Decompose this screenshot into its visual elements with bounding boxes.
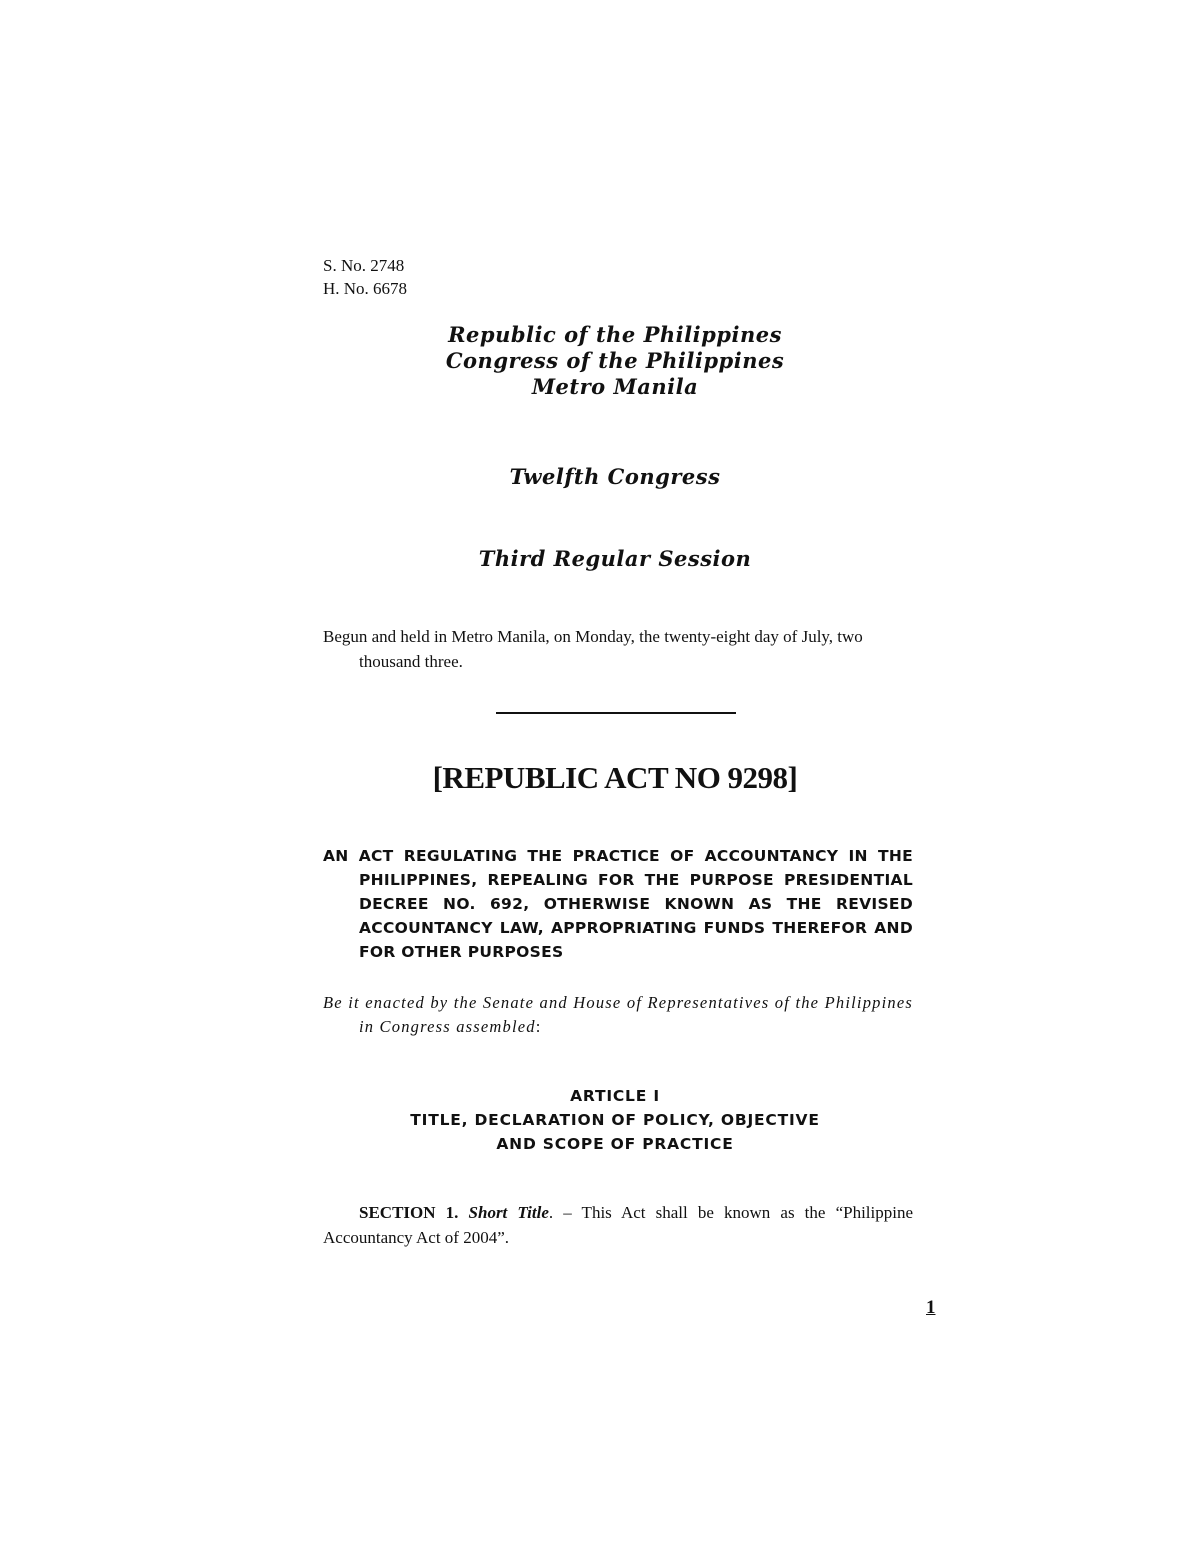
act-number: [REPUBLIC ACT NO 9298] — [432, 760, 798, 795]
letterhead-republic: Republic of the Philippines — [448, 322, 782, 347]
horizontal-divider — [496, 712, 736, 714]
senate-bill-number: S. No. 2748 — [323, 256, 405, 275]
section-body: . – This Act shall be known as the “Philippine Accountancy Act of 2004”. — [323, 1203, 914, 1247]
section-label: SECTION 1. — [359, 1203, 459, 1222]
page-number: 1 — [926, 1297, 936, 1318]
house-bill-number: H. No. 6678 — [323, 279, 408, 298]
letterhead-location: Metro Manila — [531, 374, 699, 399]
congress-heading: Twelfth Congress — [509, 464, 721, 489]
enacting-clause-colon: : — [535, 1017, 542, 1036]
article-heading — [300, 1084, 930, 1156]
act-title: AN ACT REGULATING THE PRACTICE OF ACCOUNTANCY IN THE PHILIPPINES, REPEALING FOR THE PURPOSE PRESIDENTIAL DECREE NO. 692, OTHERWISE KNOWN AS THE REVISED ACCOUNTANCY LAW, APPROPRIATING FUNDS THEREFOR AND FOR OTHER PURPOSES — [323, 847, 913, 961]
article-title-line-2: AND SCOPE OF PRACTICE — [496, 1135, 734, 1153]
enacting-clause — [323, 991, 913, 1039]
begun-statement: Begun and held in Metro Manila, on Monday, the twenty-eight day of July, two thousand three. — [323, 627, 863, 671]
section-1 — [323, 1200, 913, 1250]
session-heading: Third Regular Session — [478, 546, 752, 571]
article-title-line-1: TITLE, DECLARATION OF POLICY, OBJECTIVE — [410, 1111, 820, 1129]
letterhead-congress: Congress of the Philippines — [445, 348, 785, 373]
article-number: ARTICLE I — [570, 1087, 660, 1105]
section-heading: Short Title — [468, 1203, 549, 1222]
bill-numbers — [323, 254, 407, 300]
letterhead — [300, 322, 930, 400]
enacting-clause-text: Be it enacted by the Senate and House of Representatives of the Philippines in Congress assembled — [323, 993, 913, 1036]
